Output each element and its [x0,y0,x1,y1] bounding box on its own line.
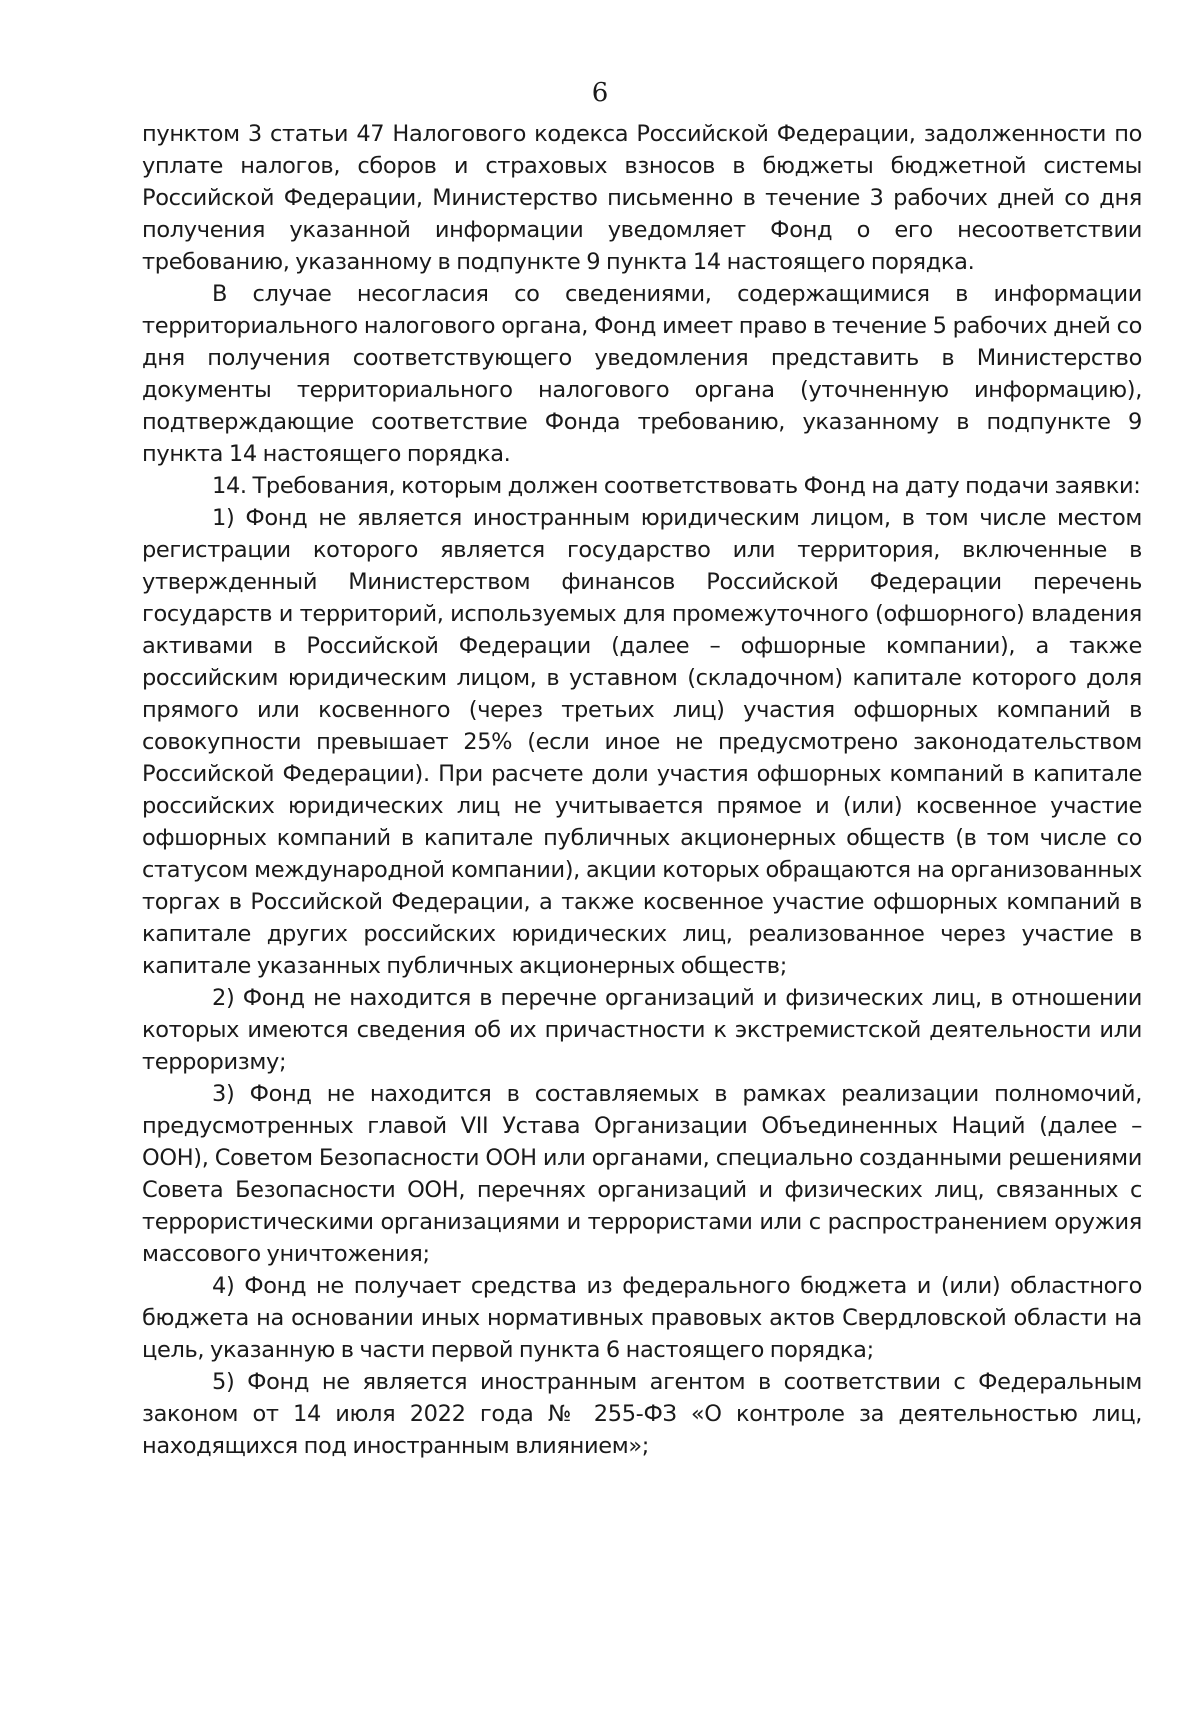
requirement-item-3: 3) Фонд не находится в составляемых в рамках реализации полномочий, предусмотренных главой VII Устава Организации Объединенных Наций (далее – ООН), Советом Безопасности ООН или органами, специально созданными решениями Совета Безопасности ООН, перечнях организаций и физических лиц, связанных с террористическими организациями и террористами или с распространением оружия массового уничтожения; [142,1081,1142,1267]
paragraph-continuation: пунктом 3 статьи 47 Налогового кодекса Российской Федерации, задолженности по уплате налогов, сборов и страховых взносов в бюджеты бюджетной системы Российской Федерации, Министерство письменно в течение 3 рабочих дней со дня получения указанной информации уведомляет Фонд о его несоответствии требованию, указанному в подпункте 9 пункта 14 настоящего порядка. [142,121,1142,275]
page-number: 6 [591,78,609,108]
paragraph-disagreement: В случае несогласия со сведениями, содержащимися в информации территориального налогового органа, Фонд имеет право в течение 5 рабочих дней со дня получения соответствующего уведомления представить в Министерство документы территориального налогового органа (уточненную информацию), подтверждающие соответствие Фонда требованию, указанному в подпункте 9 пункта 14 настоящего порядка. [142,281,1142,467]
requirement-item-1: 1) Фонд не является иностранным юридическим лицом, в том числе местом регистрации которого является государство или территория, включенные в утвержденный Министерством финансов Российской Федерации перечень государств и территорий, используемых для промежуточного (офшорного) владения активами в Российской Федерации (далее – офшорные компании), а также российским юридическим лицом, в уставном (складочном) капитале которого доля прямого или косвенного (через третьих лиц) участия офшорных компаний в совокупности превышает 25% (если иное не предусмотрено законодательством Российской Федерации). При расчете доли участия офшорных компаний в капитале российских юридических лиц не учитывается прямое и (или) косвенное участие офшорных компаний в капитале публичных акционерных обществ (в том числе со статусом международной компании), акции которых обращаются на организованных торгах в Российской Федерации, а также косвенное участие офшорных компаний в капитале других российских юридических лиц, реализованное через участие в капитале указанных публичных акционерных обществ; [142,505,1142,979]
document-body [142,118,1142,1462]
requirement-item-2: 2) Фонд не находится в перечне организаций и физических лиц, в отношении которых имеются сведения об их причастности к экстремистской деятельности или терроризму; [142,985,1142,1075]
requirement-item-4: 4) Фонд не получает средства из федерального бюджета и (или) областного бюджета на основании иных нормативных правовых актов Свердловской области на цель, указанную в части первой пункта 6 настоящего порядка; [142,1273,1142,1363]
paragraph-requirements-heading: 14. Требования, которым должен соответствовать Фонд на дату подачи заявки: [212,473,1141,499]
requirement-item-5: 5) Фонд не является иностранным агентом в соответствии с Федеральным законом от 14 июля 2022 года № 255-ФЗ «О контроле за деятельностью лиц, находящихся под иностранным влиянием»; [142,1369,1142,1459]
